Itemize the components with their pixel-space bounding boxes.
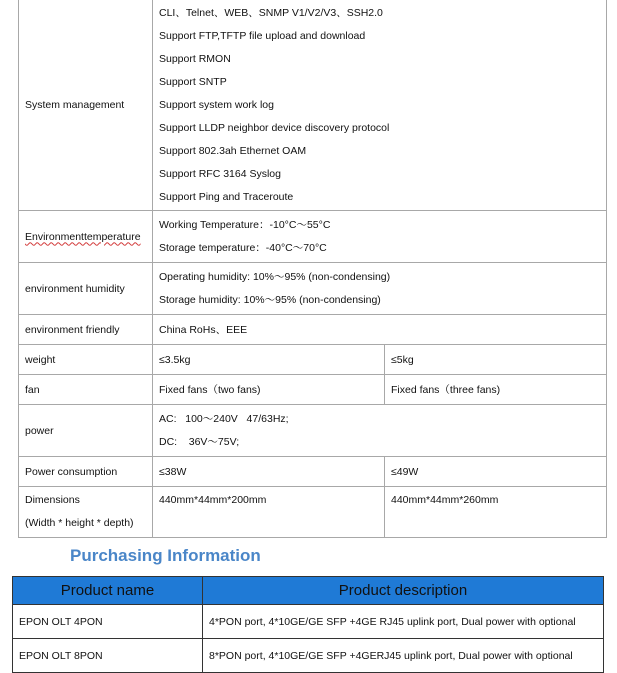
- spec-line: Support system work log: [159, 98, 274, 111]
- spec-label: [19, 345, 153, 375]
- spec-value-text: China RoHs、EEE: [159, 324, 248, 336]
- spec-line: Support SNTP: [159, 75, 227, 88]
- spec-row-power: [19, 405, 607, 457]
- spec-line: Operating humidity: 10%～95% (non-condensing): [159, 270, 391, 283]
- spec-label: [19, 375, 153, 405]
- spec-value: [153, 263, 607, 315]
- spec-value: [153, 211, 607, 263]
- spec-row-dimensions: [19, 487, 607, 538]
- spec-row-environment-temperature: [19, 211, 607, 263]
- spec-label-text: environment friendly: [25, 323, 120, 336]
- spec-value-8pon: Fixed fans（three fans): [384, 375, 606, 405]
- purchasing-title: Purchasing Information: [70, 546, 261, 565]
- spec-line: AC: 100～240V 47/63Hz;: [159, 412, 289, 425]
- spec-label-text: Environmenttemperature: [25, 230, 141, 243]
- product-description: 4*PON port, 4*10GE/GE SFP +4GE RJ45 uplink port, Dual power with optional: [203, 605, 604, 639]
- product-name: EPON OLT 4PON: [13, 605, 203, 639]
- spec-label-subtext: (Width * height * depth): [25, 517, 134, 529]
- spec-row-environment-friendly: [19, 315, 607, 345]
- header-product-description: Product description: [203, 577, 604, 605]
- spec-line: Support Ping and Traceroute: [159, 190, 294, 203]
- spec-label: [19, 457, 153, 487]
- spec-line: Support FTP,TFTP file upload and download: [159, 29, 366, 42]
- spec-value-4pon: [153, 487, 385, 538]
- spec-value-4pon: ≤3.5kg: [153, 345, 385, 375]
- product-description: 8*PON port, 4*10GE/GE SFP +4GERJ45 uplink port, Dual power with optional: [203, 639, 604, 673]
- spec-line: Storage temperature：-40°C～70°C: [159, 241, 327, 254]
- spec-row-power-consumption: [19, 457, 607, 487]
- spec-value: [153, 0, 607, 211]
- spec-line: CLI、Telnet、WEB、SNMP V1/V2/V3、SSH2.0: [159, 6, 383, 19]
- specifications-table: [18, 0, 607, 538]
- spec-value-8pon: ≤5kg: [384, 345, 606, 375]
- spec-label: [19, 405, 153, 457]
- spec-line: Support RMON: [159, 52, 231, 65]
- spec-line: Working Temperature：-10°C～55°C: [159, 218, 331, 231]
- product-name: EPON OLT 8PON: [13, 639, 203, 673]
- spec-label: [19, 0, 153, 211]
- spec-row-fan: [19, 375, 607, 405]
- spec-label: [19, 263, 153, 315]
- spec-value-8pon: [384, 487, 606, 538]
- spec-label: [19, 315, 153, 345]
- spec-label: [19, 487, 153, 538]
- spec-label-text: Dimensions: [25, 494, 80, 506]
- table-row: [13, 639, 604, 673]
- spec-label-text: power: [25, 424, 54, 437]
- spec-line: Support 802.3ah Ethernet OAM: [159, 144, 307, 157]
- purchasing-table: [12, 576, 604, 673]
- spec-line: Storage humidity: 10%～95% (non-condensing): [159, 293, 381, 306]
- spec-line: Support RFC 3164 Syslog: [159, 167, 281, 180]
- header-product-name: Product name: [13, 577, 203, 605]
- spec-label-text: environment humidity: [25, 282, 125, 295]
- spec-value-8pon: ≤49W: [384, 457, 606, 487]
- spec-line: 440mm*44mm*260mm: [390, 494, 499, 506]
- spec-label-text: System management: [25, 99, 125, 111]
- spec-value: [153, 315, 607, 345]
- spec-line: Support LLDP neighbor device discovery protocol: [159, 121, 390, 134]
- spec-row-environment-humidity: [19, 263, 607, 315]
- spec-label-text: weight: [25, 353, 56, 366]
- spec-label: [19, 211, 153, 263]
- purchasing-header-row: [13, 577, 604, 605]
- table-row: [13, 605, 604, 639]
- spec-line: 440mm*44mm*200mm: [159, 494, 267, 506]
- spec-label-text: fan: [25, 383, 40, 396]
- spec-value-4pon: Fixed fans（two fans): [153, 375, 385, 405]
- spec-value: [153, 405, 607, 457]
- spec-row-weight: [19, 345, 607, 375]
- spec-label-text: Power consumption: [25, 465, 118, 478]
- spec-value-4pon: ≤38W: [153, 457, 385, 487]
- spec-row-system-management: [19, 0, 607, 211]
- spec-line: DC: 36V～75V;: [159, 435, 240, 448]
